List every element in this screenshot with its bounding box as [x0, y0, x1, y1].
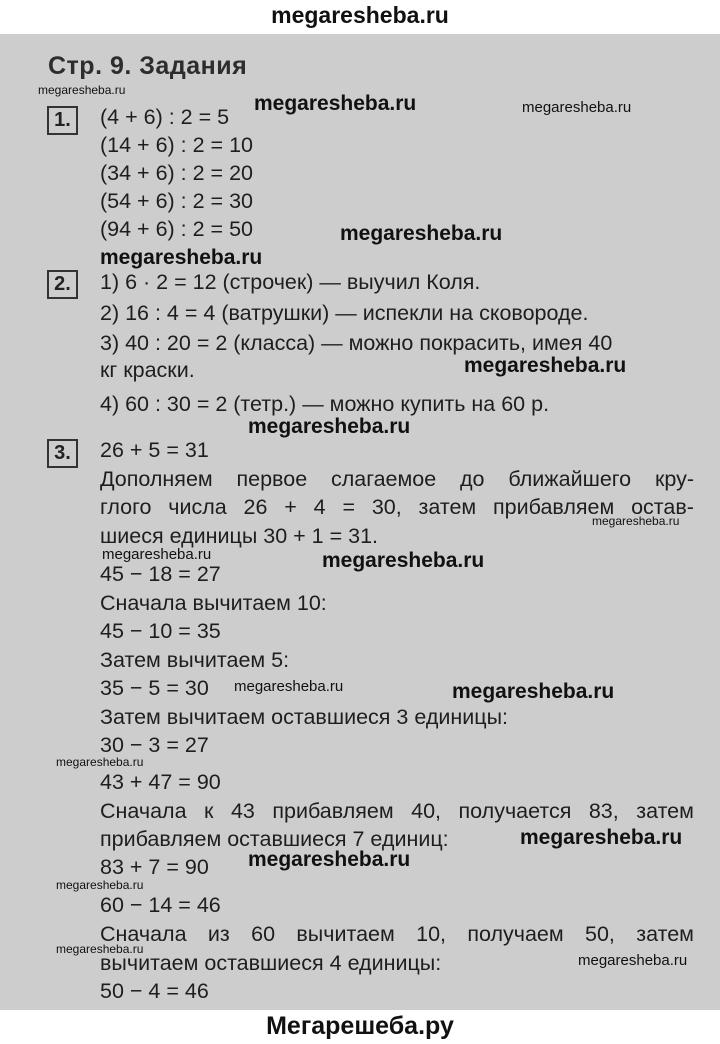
watermark: megaresheba.ru	[340, 222, 503, 245]
task-1-line: (14 + 6) : 2 = 10	[100, 133, 253, 157]
word: слагаемое	[330, 467, 437, 491]
watermark: megaresheba.ru	[234, 678, 344, 695]
task-2-number: 2.	[47, 270, 78, 299]
word: вычитаем	[296, 922, 395, 946]
watermark: megaresheba.ru	[102, 546, 212, 563]
watermark: megaresheba.ru	[578, 952, 688, 969]
word: затем	[636, 922, 694, 946]
site-header	[0, 0, 720, 34]
task-3-line	[100, 465, 694, 493]
task-2-line: 1) 6 · 2 = 12 (строчек) — выучил Коля.	[100, 270, 481, 294]
task-3-line: Затем вычитаем оставшиеся 3 единицы:	[100, 705, 509, 729]
task-2-line: 3) 40 : 20 = 2 (класса) — можно покрасить, имея 40	[100, 331, 613, 355]
watermark: megaresheba.ru	[100, 246, 263, 269]
task-3-line: прибавляем оставшиеся 7 единиц:	[100, 827, 449, 851]
word: до	[460, 467, 485, 491]
watermark: megaresheba.ru	[248, 415, 411, 438]
task-3-line: Сначала вычитаем 10:	[100, 591, 327, 615]
task-1-line: (54 + 6) : 2 = 30	[100, 189, 253, 213]
word: получается	[458, 799, 572, 823]
site-footer	[0, 1010, 720, 1044]
word: 43	[230, 799, 255, 823]
word: глого	[100, 495, 152, 519]
task-3-line: вычитаем оставшиеся 4 единицы:	[100, 951, 442, 975]
task-3-line: 35 − 5 = 30	[100, 676, 209, 700]
task-3-line	[100, 920, 694, 948]
word: затем	[418, 495, 477, 519]
word: затем	[636, 799, 694, 823]
word: 83,	[588, 799, 619, 823]
word: 60	[251, 922, 276, 946]
word: +	[284, 495, 297, 519]
word: 10,	[416, 922, 446, 946]
task-3-line: 30 − 3 = 27	[100, 733, 209, 757]
watermark: megaresheba.ru	[464, 354, 627, 377]
site-header-text[interactable]: megaresheba.ru	[271, 2, 449, 28]
site-footer-text[interactable]: Мегарешеба.ру	[266, 1012, 454, 1040]
word: числа	[168, 495, 227, 519]
word: 30,	[371, 495, 402, 519]
task-2-line: 2) 16 : 4 = 4 (ватрушки) — испекли на сковороде.	[100, 301, 589, 325]
word: получаем	[467, 922, 564, 946]
task-3-line: 45 − 10 = 35	[100, 619, 221, 643]
task-1-number: 1.	[47, 106, 78, 135]
task-3-line: Затем вычитаем 5:	[100, 648, 290, 672]
watermark: megaresheba.ru	[38, 83, 126, 97]
task-3-number: 3.	[47, 439, 78, 468]
word: Дополняем	[100, 467, 213, 491]
task-2-line: кг краски.	[100, 358, 195, 382]
task-2-line: 4) 60 : 30 = 2 (тетр.) — можно купить на 60 р.	[100, 392, 550, 416]
task-3-line: шиеся единицы 30 + 1 = 31.	[100, 524, 379, 548]
task-1-line: (34 + 6) : 2 = 20	[100, 161, 253, 185]
word: прибавляем	[272, 799, 394, 823]
task-3-line: 50 − 4 = 46	[100, 979, 209, 1003]
page-title: Стр. 9. Задания	[48, 52, 248, 80]
word: кру-	[654, 467, 694, 491]
watermark: megaresheba.ru	[56, 878, 144, 892]
task-1-line: (94 + 6) : 2 = 50	[100, 217, 253, 241]
word: из	[207, 922, 230, 946]
word: 40,	[411, 799, 442, 823]
word: Сначала	[100, 799, 187, 823]
watermark: megaresheba.ru	[248, 848, 411, 871]
word: первое	[236, 467, 308, 491]
word: прибавляем	[493, 495, 615, 519]
word: ближайшего	[508, 467, 632, 491]
task-3-line: 26 + 5 = 31	[100, 438, 209, 462]
word: к	[204, 799, 214, 823]
watermark: megaresheba.ru	[452, 680, 615, 703]
word: Сначала	[100, 922, 187, 946]
task-1-line: (4 + 6) : 2 = 5	[100, 105, 230, 129]
watermark: megaresheba.ru	[520, 826, 683, 849]
task-3-line: 60 − 14 = 46	[100, 893, 221, 917]
watermark: megaresheba.ru	[254, 92, 417, 115]
task-3-line: 83 + 7 = 90	[100, 855, 209, 879]
watermark: megaresheba.ru	[56, 755, 144, 769]
watermark: megaresheba.ru	[322, 549, 485, 572]
word: 4	[313, 495, 326, 519]
word: 26	[243, 495, 268, 519]
word: 50,	[585, 922, 615, 946]
task-3-line: 43 + 47 = 90	[100, 770, 221, 794]
word: =	[342, 495, 355, 519]
task-3-line: 45 − 18 = 27	[100, 562, 221, 586]
word: остав-	[631, 495, 694, 519]
watermark: megaresheba.ru	[56, 942, 144, 956]
watermark: megaresheba.ru	[522, 99, 632, 116]
watermark: megaresheba.ru	[592, 514, 680, 528]
task-3-line	[100, 797, 694, 825]
